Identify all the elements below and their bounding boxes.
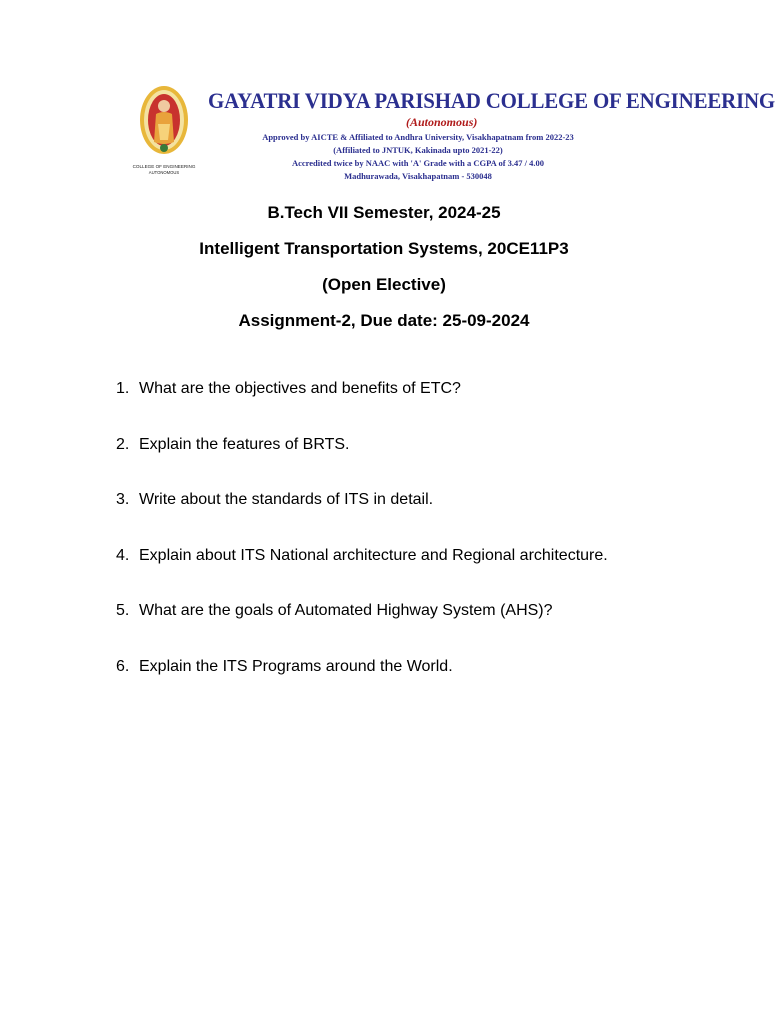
assignment-title: Assignment-2, Due date: 25-09-2024 [238,311,530,330]
college-name: GAYATRI VIDYA PARISHAD COLLEGE OF ENGINEERING [208,88,775,113]
elective-label: (Open Elective) [322,275,446,294]
accreditation-line-4: Madhurawada, Visakhapatnam - 530048 [344,171,492,181]
question-text: What are the goals of Automated Highway System (AHS)? [139,602,553,619]
question-number: 2. [116,435,130,453]
question-text: What are the objectives and benefits of ETC? [139,380,461,397]
accreditation-line-3: Accredited twice by NAAC with 'A' Grade with a CGPA of 3.47 / 4.00 [291,158,545,168]
question-number: 4. [116,546,130,564]
course-title: Intelligent Transportation Systems, 20CE11P3 [199,239,569,258]
question-number: 1. [116,380,130,397]
question-text: Explain the ITS Programs around the World. [139,657,453,675]
semester-title: B.Tech VII Semester, 2024-25 [267,203,501,222]
college-emblem-icon [132,84,196,182]
question-text: Explain about ITS National architecture and Regional architecture. [139,546,608,564]
question-text: Write about the standards of ITS in detail. [139,491,434,508]
autonomous-label: (Autonomous) [406,115,478,129]
question-number: 3. [116,491,130,508]
logo-caption-line1: COLLEGE OF ENGINEERING [132,164,196,169]
accreditation-line-1: Approved by AICTE & Affiliated to Andhra University, Visakhapatnam from 2022-23 [262,132,574,142]
college-letterhead [132,84,775,184]
accreditation-line-2: (Affiliated to JNTUK, Kakinada upto 2021-22) [333,145,503,155]
question-number: 6. [116,657,130,675]
logo-caption-line2: AUTONOMOUS [148,170,180,175]
college-logo [132,84,196,182]
question-text: Explain the features of BRTS. [139,435,350,453]
question-number: 5. [116,602,130,619]
